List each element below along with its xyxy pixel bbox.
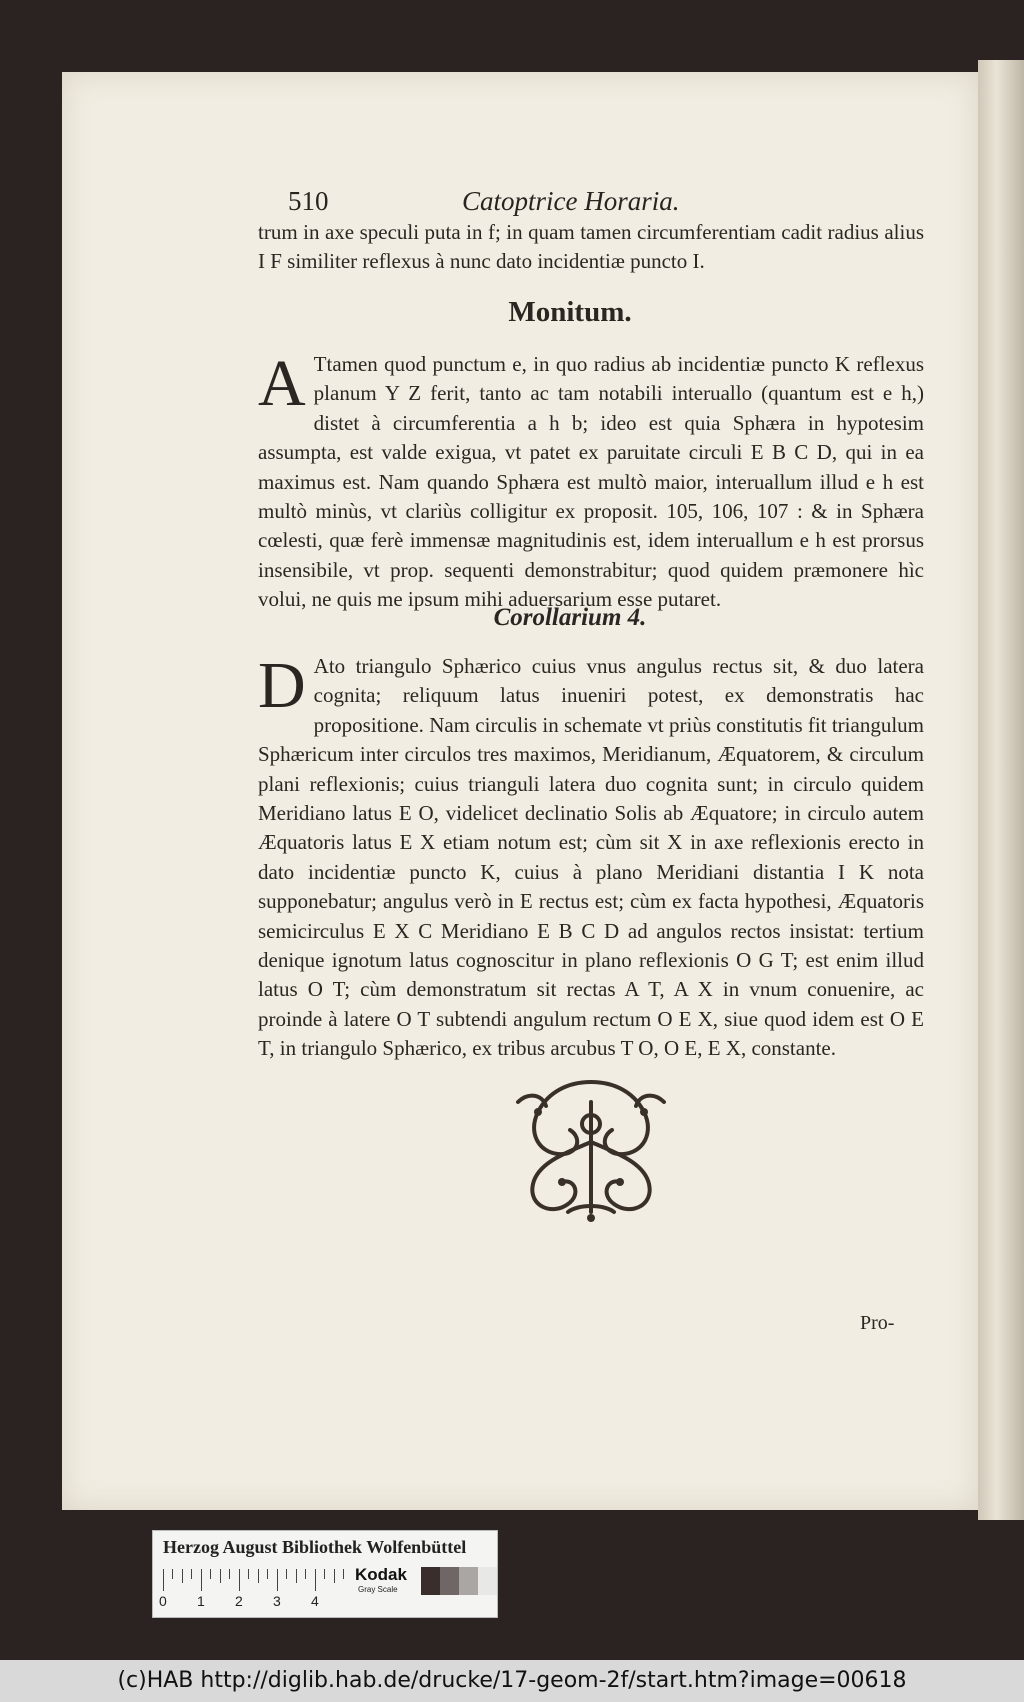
ruler-number: 0 bbox=[159, 1593, 167, 1609]
monitum-text: Ttamen quod punctum e, in quo radius ab incidentiæ puncto K reflexus planum Y Z ferit, tanto ac tam notabili interuallo (quantum est e h,) distet à circumferentia a h b; ideo est quia Sphæra in hypotesim assumpta, est valde exigua, vt patet ex paruitate circuli E B C D, qui in ea maximus est. Nam quando Sphæra est multò maior, interuallum illud e h est multò minùs, vt clariùs colligitur ex proposit. 105, 106, 107 : & in Sphæra cœlesti, quæ ferè immensæ magnitudinis est, idem interuallum e h est prorsus insensibile, vt prop. sequenti demonstrabitur; quod quidem præmonere hìc volui, ne quis me ipsum mihi aduersarium esse putaret. bbox=[258, 352, 924, 612]
ruler-number: 2 bbox=[235, 1593, 243, 1609]
ruler-number: 1 bbox=[197, 1593, 205, 1609]
printers-ornament bbox=[508, 1072, 674, 1224]
page-number: 510 bbox=[288, 186, 329, 216]
corollarium-paragraph bbox=[258, 649, 924, 1064]
monitum-paragraph bbox=[258, 347, 924, 615]
running-head: Catoptrice Horaria. bbox=[462, 186, 680, 216]
ruler-number: 4 bbox=[311, 1593, 319, 1609]
library-name: Herzog August Bibliothek Wolfenbüttel bbox=[163, 1537, 467, 1557]
drop-cap-d: D bbox=[258, 649, 306, 722]
corollarium-text: Ato triangulo Sphærico cuius vnus angulus rectus sit, & duo latera cognita; reliquum latus inueniri potest, ex demonstratis hac propositione. Nam circulis in schemate vt priùs constitutis fit triangulum Sphæricum inter circulos tres maximos, Meridianum, Æquatorem, & circulum plani reflexionis; cuius trianguli latera duo cognita sunt; in circulo quidem Meridiano latus E O, videlicet declinatio Solis ab Æquatore; in circulo autem Æquatoris latus E X etiam notum est; cùm sit X in axe reflexionis erecto in dato incidentiæ puncto K, cuius à plano Meridiani distantia I K nota supponebatur; angulus verò in E rectus est; cùm ex facta hypothesi, Æquatoris semicirculus E X C Meridiano E B C D ad angulos rectos insistat: tertium denique ignotum latus cognoscitur in plano reflexionis O G T; est enim illud latus O T; cùm demonstratum sit rectas A T, A X in vnum conuenire, ac proinde à latere O T subtendi angulum rectum O E X, siue quod idem est O E T, in triangulo Sphærico, ex tribus arcubus T O, O E, E X, constante. bbox=[258, 654, 924, 1061]
gray-swatch bbox=[459, 1567, 478, 1595]
ruler-ticks bbox=[163, 1569, 353, 1591]
facing-page-edge bbox=[978, 60, 1024, 1520]
ruler-number: 3 bbox=[273, 1593, 281, 1609]
gray-swatch bbox=[421, 1567, 440, 1595]
corollarium-heading: Corollarium 4. bbox=[493, 604, 647, 631]
kodak-logo: Kodak bbox=[355, 1565, 407, 1584]
top-paragraph: trum in axe speculi puta in f; in quam tamen circumferentiam cadit radius alius I F similiter reflexus à nunc dato incidentiæ puncto I. bbox=[258, 220, 924, 274]
scale-card bbox=[152, 1530, 498, 1618]
drop-cap-a: A bbox=[258, 347, 306, 420]
gray-swatch bbox=[440, 1567, 459, 1595]
gray-swatch bbox=[478, 1567, 497, 1595]
catchword: Pro- bbox=[860, 1312, 895, 1334]
copyright-footer: (c)HAB http://diglib.hab.de/drucke/17-geom-2f/start.htm?image=00618 bbox=[0, 1660, 1024, 1702]
gray-scale-label: Gray Scale bbox=[358, 1585, 398, 1594]
monitum-heading: Monitum. bbox=[508, 296, 632, 328]
